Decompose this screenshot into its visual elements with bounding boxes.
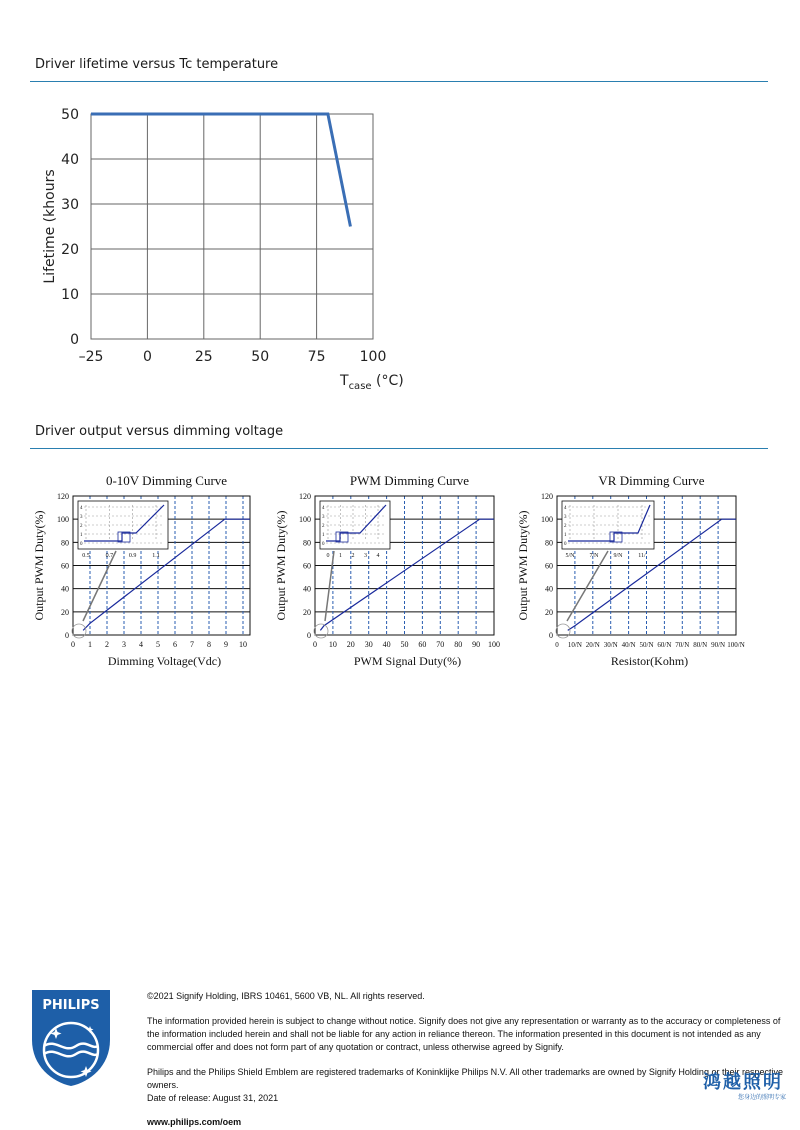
y-tick-label: 20: [303, 607, 311, 617]
x-tick-label: 100: [359, 349, 387, 365]
x-tick-label: 30/N: [603, 641, 618, 649]
y-tick-label: 20: [61, 242, 79, 258]
inset-y-tick-label: 0: [564, 542, 567, 547]
y-tick-label: 100: [299, 515, 311, 525]
x-tick-label: 0: [555, 641, 559, 649]
inset-y-tick-label: 0: [322, 542, 325, 547]
inset-y-tick-label: 4: [564, 506, 567, 511]
distributor-logo-text: 鸿越照明: [703, 1072, 783, 1093]
inset-x-tick-label: 0: [326, 553, 330, 559]
zoom-circle: [556, 624, 570, 638]
chart-title: PWM Dimming Curve: [349, 473, 470, 488]
y-tick-label: 20: [545, 607, 553, 617]
x-tick-label: 5: [156, 640, 160, 649]
y-tick-label: 100: [57, 515, 69, 525]
section-title-lifetime: Driver lifetime versus Tc temperature: [35, 57, 279, 72]
x-tick-label: –25: [78, 349, 104, 365]
inset-x-tick-label: 0.7: [105, 553, 114, 559]
y-tick-label: 100: [541, 515, 553, 525]
dimming-chart-pwm: [272, 468, 512, 683]
section-divider: [30, 81, 768, 82]
plot-frame: [91, 114, 373, 339]
y-tick-label: 80: [545, 538, 553, 548]
x-axis-label: Resistor(Kohm): [610, 654, 689, 668]
inset-y-tick-label: 0: [80, 542, 83, 547]
x-axis-label: $T_{case}$ (°C): [340, 373, 404, 392]
y-tick-label: 40: [61, 152, 79, 168]
section-title-dimming: Driver output versus dimming voltage: [35, 424, 284, 439]
x-tick-label: 10: [239, 640, 247, 649]
y-tick-label: 120: [541, 492, 553, 501]
inset-y-tick-label: 3: [564, 515, 567, 520]
dimming-chart-vr: [512, 468, 774, 683]
footer-trademarks: Philips and the Philips Shield Emblem are registered trademarks of Koninklijke Philips N.V. All other trademarks are owned by Signify Holding or their respective owners.: [147, 1067, 783, 1090]
x-axis-label: PWM Signal Duty(%): [353, 654, 462, 668]
x-tick-label: 8: [207, 640, 211, 649]
y-tick-label: 0: [549, 631, 553, 640]
inset-x-tick-label: 7/N: [589, 553, 599, 559]
chart-title: 0-10V Dimming Curve: [105, 473, 228, 488]
release-date: Date of release: August 31, 2021: [147, 1093, 279, 1103]
x-tick-label: 1: [88, 640, 92, 649]
x-tick-label: 90: [472, 640, 481, 649]
section-divider: [30, 448, 768, 449]
inset-x-tick-label: 5/N: [565, 553, 575, 559]
y-tick-label: 40: [303, 584, 311, 594]
x-tick-label: 30: [364, 640, 373, 649]
inset-y-tick-label: 3: [80, 515, 83, 520]
y-tick-label: 20: [61, 607, 69, 617]
y-tick-label: 40: [545, 584, 553, 594]
x-tick-label: 100/N: [727, 641, 745, 649]
x-tick-label: 6: [173, 640, 177, 649]
inset-x-tick-label: 2: [351, 553, 355, 559]
x-tick-label: 40/N: [621, 641, 636, 649]
inset-y-tick-label: 4: [80, 506, 83, 511]
x-tick-label: 70: [436, 640, 445, 649]
x-tick-label: 75: [307, 349, 326, 365]
y-tick-label: 50: [61, 107, 79, 123]
y-tick-label: 60: [303, 561, 311, 571]
zoom-pointer: [567, 551, 608, 621]
inset-y-tick-label: 2: [80, 524, 83, 529]
inset-y-tick-label: 1: [322, 533, 325, 538]
inset-y-tick-label: 4: [322, 506, 325, 511]
x-tick-label: 50: [400, 640, 409, 649]
y-axis-label: Output PWM Duty(%): [274, 510, 288, 621]
y-axis-label: Output PWM Duty(%): [516, 510, 530, 621]
x-tick-label: 70/N: [675, 641, 690, 649]
y-tick-label: 80: [61, 538, 69, 548]
x-tick-label: 100: [488, 640, 500, 649]
footer-copyright: ©2021 Signify Holding, IBRS 10461, 5600 VB, NL. All rights reserved.: [147, 991, 425, 1001]
y-tick-label: 0: [307, 631, 311, 640]
y-tick-label: 0: [65, 631, 69, 640]
x-tick-label: 3: [122, 640, 126, 649]
inset-y-tick-label: 3: [322, 515, 325, 520]
inset-y-tick-label: 1: [564, 533, 567, 538]
zoom-circle: [314, 624, 328, 638]
x-axis-label: Dimming Voltage(Vdc): [107, 654, 222, 668]
x-tick-label: 60: [418, 640, 427, 649]
x-tick-label: 80: [454, 640, 463, 649]
y-tick-label: 0: [70, 332, 79, 348]
x-tick-label: 50/N: [639, 641, 654, 649]
inset-x-tick-label: 1: [339, 553, 342, 559]
y-tick-label: 120: [57, 492, 69, 501]
x-tick-label: 10/N: [567, 641, 582, 649]
lifetime-chart: [30, 95, 450, 395]
zoom-pointer: [83, 551, 116, 621]
inset-x-tick-label: 9/N: [613, 553, 623, 559]
zoom-circle: [72, 624, 86, 638]
x-tick-label: 9: [224, 640, 228, 649]
inset-x-tick-label: 0.9: [128, 553, 137, 559]
inset-x-tick-label: 1.1: [152, 553, 160, 559]
x-tick-label: 4: [139, 640, 143, 649]
y-axis-label: Lifetime (khours: [42, 169, 58, 284]
y-tick-label: 30: [61, 197, 79, 213]
y-tick-label: 40: [61, 584, 69, 594]
dimming-chart-0-10v: [30, 468, 270, 683]
x-tick-label: 90/N: [711, 641, 726, 649]
footer-disclaimer: The information provided herein is subject to change without notice. Signify does not give any representation or warranty as to the accuracy or completeness of the information included herein and shall not be liable for any action in reliance thereon. The information presented in this document is not intended as any commercial offer and does not form part of any quotation or contract, unless otherwise agreed by Signify.: [147, 1016, 781, 1052]
x-tick-label: 50: [251, 349, 270, 365]
svg-text:PHILIPS: PHILIPS: [42, 998, 100, 1013]
x-tick-label: 20: [346, 640, 355, 649]
y-axis-label: Output PWM Duty(%): [32, 510, 46, 621]
x-tick-label: 60/N: [657, 641, 672, 649]
inset-x-tick-label: 0.5: [82, 553, 90, 559]
inset-y-tick-label: 2: [322, 524, 325, 529]
x-tick-label: 0: [71, 640, 75, 649]
x-tick-label: 0: [142, 349, 152, 365]
x-tick-label: 25: [194, 349, 213, 365]
x-tick-label: 10: [328, 640, 337, 649]
distributor-slogan: 您身边的照明专家: [738, 1094, 787, 1101]
y-tick-label: 120: [299, 492, 311, 501]
y-tick-label: 60: [545, 561, 553, 571]
inset-y-tick-label: 2: [564, 524, 567, 529]
y-tick-label: 10: [61, 287, 79, 303]
y-tick-label: 60: [61, 561, 69, 571]
x-tick-label: 20/N: [585, 641, 600, 649]
x-tick-label: 0: [313, 640, 317, 649]
x-tick-label: 2: [105, 640, 109, 649]
inset-y-tick-label: 1: [80, 533, 83, 538]
x-tick-label: 40: [382, 640, 391, 649]
chart-title: VR Dimming Curve: [598, 473, 705, 488]
lifetime-line: [91, 114, 350, 227]
x-tick-label: 80/N: [693, 641, 708, 649]
philips-shield-logo: [30, 988, 112, 1088]
website-link[interactable]: www.philips.com/oem: [147, 1117, 242, 1127]
inset-x-tick-label: 3: [364, 553, 367, 559]
y-tick-label: 80: [303, 538, 311, 548]
inset-x-tick-label: 11/: [638, 553, 646, 559]
inset-x-tick-label: 4: [376, 553, 380, 559]
x-tick-label: 7: [190, 640, 194, 649]
